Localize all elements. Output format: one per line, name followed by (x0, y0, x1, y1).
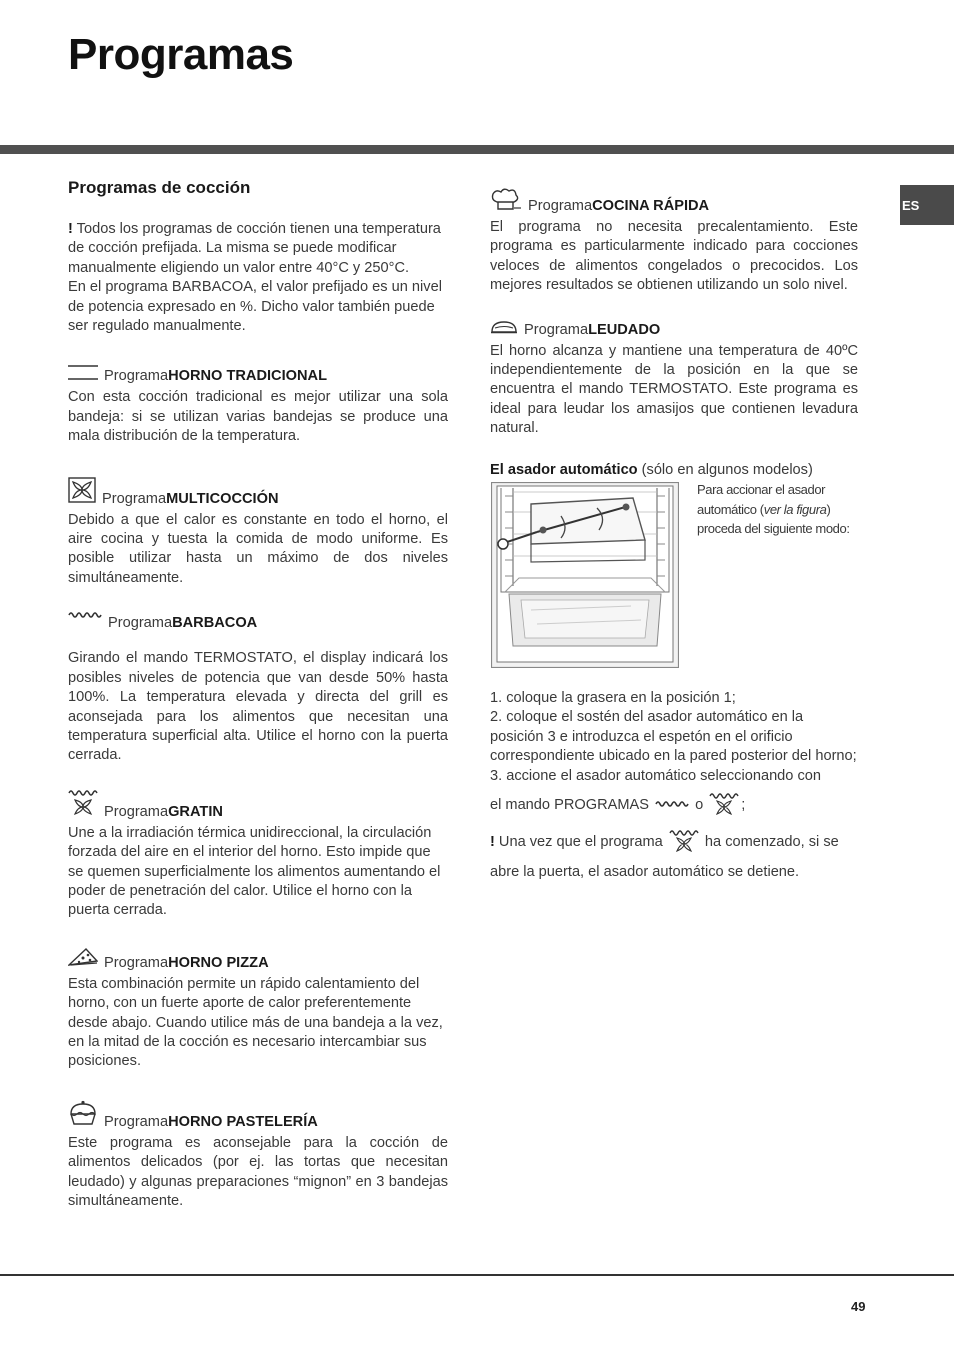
program-horno-pizza (68, 947, 448, 1072)
asador-steps (490, 689, 858, 883)
program-prefix: Programa (528, 198, 593, 214)
language-tab: ES (900, 185, 954, 225)
asador-caption (697, 480, 862, 539)
program-name: GRATIN (168, 803, 223, 820)
grill-icon (68, 608, 102, 627)
program-prefix: Programa (108, 615, 173, 632)
gratin-icon (68, 790, 98, 822)
asador-note-text-a: Una vez que el programa (494, 833, 667, 850)
program-heading (68, 790, 448, 822)
asador-figure-area (490, 480, 858, 685)
program-prefix: Programa (104, 1113, 169, 1130)
footer-rule (0, 1274, 954, 1276)
program-name: LEUDADO (588, 321, 661, 338)
asador-title: El asador automático (490, 461, 638, 478)
asador-step-2: 2. coloque el sostén del asador automático en la posición 3 e introduzca el espetón en el orificio correspondiente ubicado en la pared posterior del horno; (490, 709, 857, 765)
program-description: Une a la irradiación térmica unidireccional, la circulación forzada del aire en el interior del horno. Esto impide que se quemen superficialmente los alimentos aumentando el poder de penetración del calor. Utilice el horno con la puerta cerrada. (68, 824, 441, 919)
asador-step-3-text: el mando PROGRAMAS (490, 797, 649, 814)
asador-caption-b: ) proceda del siguiente modo: (697, 501, 850, 537)
program-prefix: Programa (524, 321, 589, 338)
program-description: El programa no necesita precalentamiento. Este programa es particularmente indicado para cocciones veloces de alimentos congelados o precocidos. Los mejores resultados se obtienen utilizando un solo nivel. (490, 219, 858, 294)
program-name: HORNO TRADICIONAL (168, 368, 327, 385)
program-leudado (490, 320, 858, 439)
program-heading (490, 188, 858, 216)
asador-note-text-b: ha comenzado, si se abre la puerta, el asador automático se detiene. (490, 833, 839, 880)
program-heading (490, 320, 858, 340)
intro-text-2: En el programa BARBACOA, el valor prefijado es un nivel de potencia expresado en %. Dicho valor también puede ser regulado manualmente. (68, 279, 442, 335)
asador-title-note: (sólo en algunos modelos) (637, 461, 813, 478)
asador-heading (490, 461, 858, 480)
program-heading (68, 364, 448, 386)
intro-text-1: Todos los programas de cocción tienen una temperatura de cocción prefijada. La misma se puede modificar manualmente eligiendo un valor entre 40°C y 250°C. (68, 221, 441, 276)
program-description: Con esta cocción tradicional es mejor utilizar una sola bandeja: si se utilizan varias bandejas se produce una mala distribución de la temperatura. (68, 389, 448, 445)
dough-rising-icon (490, 320, 518, 340)
asador-step-3-end: ; (741, 797, 746, 814)
program-description: El horno alcanza y mantiene una temperatura de 40ºC independientemente de la posición en la que se encuentra el mando TERMOSTATO. Este programa es ideal para leudar los amasijos que contienen levadura natural. (490, 342, 858, 437)
page-number: 49 (851, 1299, 866, 1314)
pizza-icon (68, 947, 98, 973)
warning-mark: ! (490, 833, 495, 850)
gratin-icon (669, 830, 699, 860)
program-cocina-rapida (490, 188, 858, 296)
oven-rotisserie-figure (491, 482, 679, 668)
program-multiccion (68, 477, 448, 589)
program-prefix: Programa (104, 954, 169, 971)
program-description: Esta combinación permite un rápido calentamiento del horno, con un fuerte aporte de calor preferentemente desde abajo. Cuando utilice más de una bandeja a la vez, en la mitad de la cocción es necesario intercambiar sus posiciones. (68, 975, 443, 1070)
pastry-icon (68, 1100, 98, 1132)
traditional-oven-icon (68, 364, 98, 386)
intro-block (68, 220, 448, 336)
program-horno-pasteleria (68, 1100, 448, 1212)
program-description: Debido a que el calor es constante en todo el horno, el aire cocina y tuesta la comida de modo uniforme. Es posible utilizar hasta un máximo de dos niveles simultáneamente. (68, 511, 448, 586)
program-heading (68, 1100, 448, 1132)
program-name: HORNO PASTELERÍA (168, 1113, 318, 1130)
program-gratin (68, 790, 448, 921)
left-column (68, 178, 448, 1235)
header-rule (0, 145, 954, 154)
asador-note (490, 830, 858, 884)
program-description: Girando el mando TERMOSTATO, el display indicará los posibles niveles de potencia que van desde 50% hasta 100%. La temperatura elevada y directa del grill es aconsejada para los alimentos que necesitan una temperatura superficial alta. Utilice el horno con la puerta cerrada. (68, 650, 448, 764)
program-heading (68, 477, 448, 509)
asador-step-1: 1. coloque la grasera en la posición 1; (490, 690, 736, 707)
fan-icon (68, 477, 96, 509)
program-barbacoa (68, 614, 448, 765)
gratin-icon (709, 793, 739, 821)
asador-caption-em: ver la figura (763, 501, 827, 517)
chef-hat-icon (490, 188, 522, 216)
intro-paragraph (68, 220, 448, 336)
asador-step-3-continued (490, 793, 858, 821)
asador-section (490, 461, 858, 884)
program-horno-tradicional (68, 364, 448, 446)
asador-caption-a: Para accionar el asador automático ( (697, 482, 826, 517)
program-prefix: Programa (102, 490, 167, 507)
program-heading (68, 614, 448, 633)
asador-step-3-or: o (691, 797, 708, 814)
section-title: Programas de cocción (68, 178, 251, 197)
asador-step-3: 3. accione el asador automático seleccionando con (490, 767, 822, 784)
right-column (490, 188, 858, 884)
program-prefix: Programa (104, 803, 169, 820)
program-name: MULTICOCCIÓN (166, 490, 279, 507)
program-name: COCINA RÁPIDA (592, 198, 710, 214)
page-title: Programas (68, 30, 294, 79)
program-name: HORNO PIZZA (168, 954, 269, 971)
grill-icon (655, 801, 689, 821)
warning-mark: ! (68, 221, 73, 237)
program-description: Este programa es aconsejable para la cocción de alimentos delicados (por ej. las tortas que necesitan leudado) y algunas preparaciones “mignon” en 3 bandejas simultáneamente. (68, 1134, 448, 1209)
program-name: BARBACOA (172, 615, 258, 632)
program-heading (68, 947, 448, 973)
program-prefix: Programa (104, 368, 169, 385)
